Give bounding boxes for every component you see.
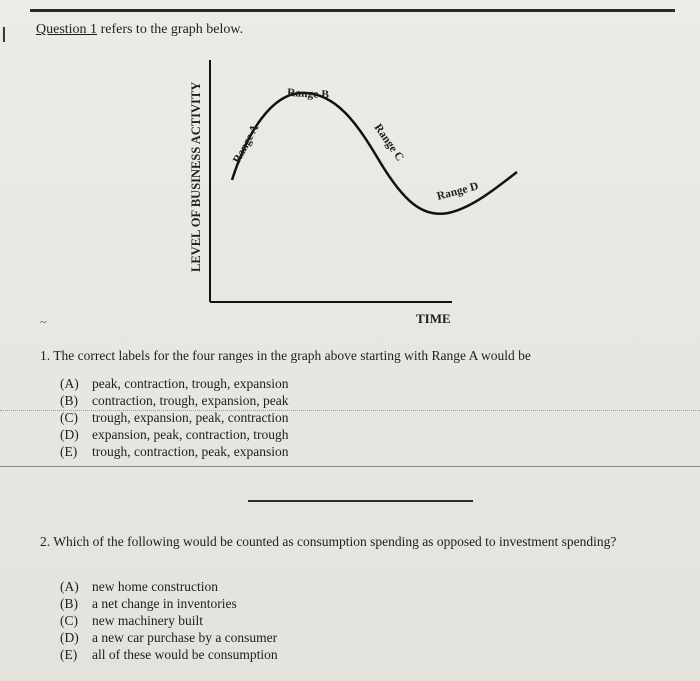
option-text: contraction, trough, expansion, peak bbox=[92, 393, 289, 408]
option-text: all of these would be consumption bbox=[92, 647, 278, 662]
text-cursor-icon: I bbox=[1, 23, 7, 47]
y-axis-label: LEVEL OF BUSINESS ACTIVITY bbox=[189, 81, 203, 272]
question-1-options bbox=[60, 375, 288, 460]
business-cycle-chart bbox=[160, 50, 540, 326]
q1-option-d[interactable] bbox=[60, 426, 288, 443]
option-text: a new car purchase by a consumer bbox=[92, 630, 278, 645]
option-text: new machinery built bbox=[92, 613, 203, 628]
intro-line bbox=[36, 22, 243, 38]
q1-option-b[interactable] bbox=[60, 392, 288, 409]
q2-option-e[interactable] bbox=[60, 646, 278, 663]
q2-option-d[interactable] bbox=[60, 629, 278, 646]
q1-option-a[interactable] bbox=[60, 375, 288, 392]
q1-option-c[interactable] bbox=[60, 409, 288, 426]
question-2-options bbox=[60, 578, 278, 663]
q2-option-a[interactable] bbox=[60, 578, 278, 595]
question-reference-link[interactable]: Question 1 bbox=[36, 22, 98, 37]
separator-line bbox=[0, 466, 700, 467]
option-text: peak, contraction, trough, expansion bbox=[92, 376, 289, 391]
option-letter: (E) bbox=[60, 444, 78, 459]
option-text: a net change in inventories bbox=[92, 596, 237, 611]
option-letter: (D) bbox=[60, 630, 79, 645]
dotted-guide-line bbox=[0, 410, 700, 411]
option-text: trough, contraction, peak, expansion bbox=[92, 444, 289, 459]
option-letter: (C) bbox=[60, 613, 78, 628]
option-text: new home construction bbox=[92, 579, 218, 594]
question-1-text: 1. The correct labels for the four ranges in the graph above starting with Range A would be bbox=[40, 348, 531, 363]
option-letter: (A) bbox=[60, 376, 79, 391]
option-text: trough, expansion, peak, contraction bbox=[92, 410, 289, 425]
stray-mark: ~ bbox=[40, 315, 47, 329]
range-a-label: Range A bbox=[231, 122, 262, 166]
q2-option-b[interactable] bbox=[60, 595, 278, 612]
option-text: expansion, peak, contraction, trough bbox=[92, 427, 289, 442]
option-letter: (C) bbox=[60, 410, 78, 425]
option-letter: (B) bbox=[60, 596, 78, 611]
range-b-label: Range B bbox=[286, 87, 330, 102]
range-c-label: Range C bbox=[371, 121, 406, 164]
top-rule bbox=[30, 9, 675, 12]
option-letter: (A) bbox=[60, 579, 79, 594]
q1-option-e[interactable] bbox=[60, 443, 288, 460]
intro-text: refers to the graph below. bbox=[97, 22, 244, 37]
question-2-text: 2. Which of the following would be counted as consumption spending as opposed to investment spending? bbox=[40, 534, 617, 549]
option-letter: (E) bbox=[60, 647, 78, 662]
option-letter: (B) bbox=[60, 393, 78, 408]
range-d-label: Range D bbox=[435, 180, 480, 203]
section-rule bbox=[248, 500, 473, 502]
option-letter: (D) bbox=[60, 427, 79, 442]
business-cycle-curve bbox=[232, 93, 517, 214]
q2-option-c[interactable] bbox=[60, 612, 278, 629]
x-axis-label: TIME bbox=[416, 311, 451, 326]
